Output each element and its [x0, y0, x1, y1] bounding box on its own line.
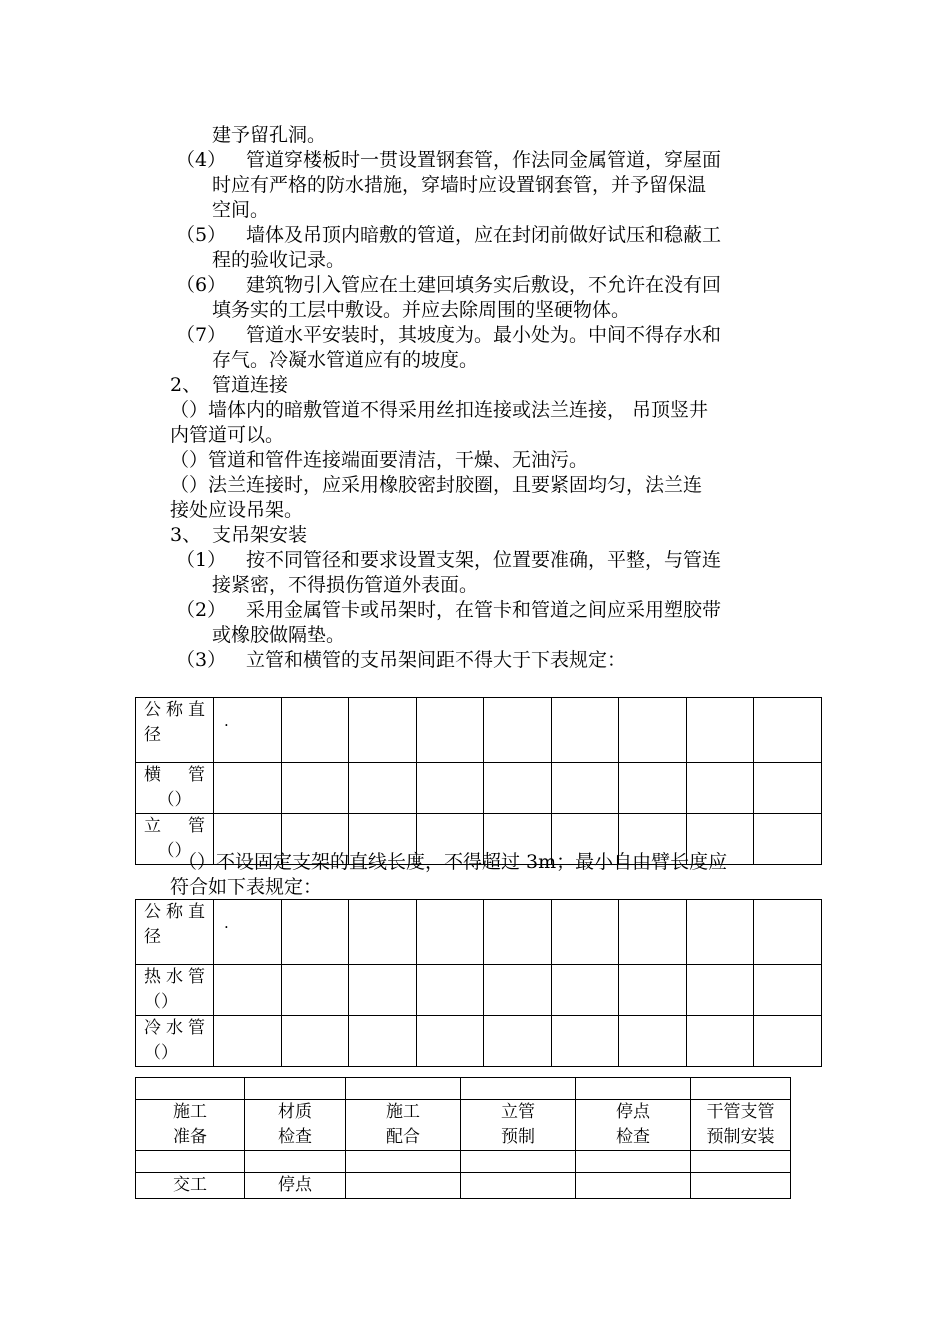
- table-cell: [214, 763, 282, 814]
- item-number: （7）: [176, 324, 227, 346]
- table-cell: [484, 965, 552, 1016]
- table-cell: [551, 1016, 619, 1067]
- table-cell: [619, 900, 687, 965]
- table-cell: [281, 965, 349, 1016]
- line: 存气。冷凝水管道应有的坡度。: [212, 349, 479, 371]
- table-cell: [619, 763, 687, 814]
- table-cell: [346, 1173, 461, 1199]
- table-cell: [484, 698, 552, 763]
- table-cell: [281, 698, 349, 763]
- table-row: [136, 698, 822, 763]
- table-cell: [686, 1016, 754, 1067]
- table-row: [136, 1078, 791, 1100]
- table-cell: [214, 965, 282, 1016]
- table-cell: [576, 1078, 691, 1100]
- support-spacing-table: [135, 697, 822, 865]
- table-cell: [349, 698, 417, 763]
- table-row: [136, 1151, 791, 1173]
- table-cell: [136, 1078, 245, 1100]
- table-cell: [686, 763, 754, 814]
- table-cell: [416, 1016, 484, 1067]
- line-text: 墙体及吊顶内暗敷的管道，应在封闭前做好试压和稳蔽工: [246, 224, 722, 246]
- table-cell: [551, 763, 619, 814]
- flow-step-cell: 施工 配合: [346, 1100, 461, 1151]
- flow-step-cell: 立管 预制: [461, 1100, 576, 1151]
- table-cell: [691, 1151, 791, 1173]
- table-cell: [349, 965, 417, 1016]
- process-flow-table: [135, 1077, 791, 1199]
- table-row: [136, 1016, 822, 1067]
- line: 内管道可以。: [170, 424, 285, 446]
- line: 空间。: [212, 199, 270, 221]
- table-cell: [551, 900, 619, 965]
- line: （）管道和管件连接端面要清洁，干燥、无油污。: [170, 449, 589, 471]
- line-text: 采用金属管卡或吊架时，在管卡和管道之间应采用塑胶带: [246, 599, 722, 621]
- row-header: 立 管 （）: [136, 814, 214, 865]
- table-cell: [754, 698, 822, 763]
- table-cell: [686, 965, 754, 1016]
- line: （）不设固定支架的直线长度，不得超过 3m；最小自由臂长度应: [178, 851, 728, 873]
- line-text: 立管和横管的支吊架间距不得大于下表规定：: [246, 649, 627, 671]
- table-row: [136, 965, 822, 1016]
- table-cell: [691, 1078, 791, 1100]
- table-cell: .: [214, 698, 282, 763]
- table-cell: [416, 763, 484, 814]
- table-cell: [281, 900, 349, 965]
- table-cell: [416, 698, 484, 763]
- table-cell: [349, 1016, 417, 1067]
- table-cell: [484, 1016, 552, 1067]
- table-cell: [686, 900, 754, 965]
- line: [176, 223, 721, 248]
- table-cell: [691, 1173, 791, 1199]
- section-number: 3、: [170, 524, 202, 546]
- line: [176, 323, 721, 348]
- line: [176, 648, 626, 673]
- row-header: 冷水管 （）: [136, 1016, 214, 1067]
- line: 接处应设吊架。: [170, 499, 304, 521]
- table-cell: [346, 1151, 461, 1173]
- table-cell: [416, 900, 484, 965]
- table-cell: [245, 1078, 346, 1100]
- line: 建予留孔洞。: [212, 124, 327, 146]
- line-text: 按不同管径和要求设置支架，位置要准确，平整，与管连: [246, 549, 722, 571]
- table-cell: [754, 900, 822, 965]
- table-cell: [619, 1016, 687, 1067]
- table-cell: [349, 763, 417, 814]
- table-cell: [551, 698, 619, 763]
- table-cell: [136, 1151, 245, 1173]
- section-title: 支吊架安装: [212, 524, 308, 546]
- line: [176, 273, 721, 298]
- row-header: 热水管 （）: [136, 965, 214, 1016]
- item-number: （3）: [176, 649, 227, 671]
- line: 程的验收记录。: [212, 249, 346, 271]
- table-cell: [551, 965, 619, 1016]
- section-heading: [170, 373, 288, 398]
- table-cell: [461, 1151, 576, 1173]
- flow-step-cell: 交工: [136, 1173, 245, 1199]
- section-title: 管道连接: [212, 374, 289, 396]
- table-cell: [754, 1016, 822, 1067]
- flow-step-cell: 施工 准备: [136, 1100, 245, 1151]
- line-text: 管道水平安装时，其坡度为。最小处为。中间不得存水和: [246, 324, 722, 346]
- table-cell: [754, 965, 822, 1016]
- line: [176, 548, 721, 573]
- flow-step-cell: 材质 检查: [245, 1100, 346, 1151]
- line: 符合如下表规定：: [170, 876, 323, 898]
- line-text: 管道穿楼板时一贯设置钢套管，作法同金属管道，穿屋面: [246, 149, 722, 171]
- line-text: 建筑物引入管应在土建回填务实后敷设，不允许在没有回: [246, 274, 722, 296]
- table-cell: [245, 1151, 346, 1173]
- line: （）法兰连接时，应采用橡胶密封胶圈，且要紧固均匀，法兰连: [170, 474, 703, 496]
- table-row: [136, 763, 822, 814]
- table-cell: [576, 1151, 691, 1173]
- item-number: （6）: [176, 274, 227, 296]
- line: 填务实的工层中敷设。并应去除周围的坚硬物体。: [212, 299, 631, 321]
- line: （）墙体内的暗敷管道不得采用丝扣连接或法兰连接， 吊顶竖井: [170, 399, 709, 421]
- row-header: 横 管 （）: [136, 763, 214, 814]
- row-header: 公称直 径: [136, 900, 214, 965]
- table-cell: [754, 763, 822, 814]
- table-cell: [754, 814, 822, 865]
- line: [176, 148, 721, 173]
- flow-step-cell: 干管支管 预制安装: [691, 1100, 791, 1151]
- table-cell: [416, 965, 484, 1016]
- line: 时应有严格的防水措施，穿墙时应设置钢套管，并予留保温: [212, 174, 707, 196]
- table-cell: [484, 763, 552, 814]
- table-cell: [346, 1078, 461, 1100]
- item-number: （2）: [176, 599, 227, 621]
- table-cell: [281, 1016, 349, 1067]
- row-header: 公称直 径: [136, 698, 214, 763]
- table-cell: [484, 900, 552, 965]
- line: 或橡胶做隔垫。: [212, 624, 346, 646]
- table-cell: [461, 1173, 576, 1199]
- line: [176, 598, 721, 623]
- table-row: [136, 1100, 791, 1151]
- table-cell: [576, 1173, 691, 1199]
- section-heading: [170, 523, 307, 548]
- flow-step-cell: 停点 检查: [576, 1100, 691, 1151]
- section-number: 2、: [170, 374, 202, 396]
- table-cell: .: [214, 900, 282, 965]
- item-number: （5）: [176, 224, 227, 246]
- table-cell: [349, 900, 417, 965]
- flow-step-cell: 停点: [245, 1173, 346, 1199]
- table-cell: [619, 965, 687, 1016]
- table-cell: [686, 698, 754, 763]
- table-cell: [214, 1016, 282, 1067]
- table-cell: [461, 1078, 576, 1100]
- line: 接紧密，不得损伤管道外表面。: [212, 574, 479, 596]
- item-number: （1）: [176, 549, 227, 571]
- table-cell: [619, 698, 687, 763]
- table-row: [136, 1173, 791, 1199]
- table-row: [136, 900, 822, 965]
- table-cell: [281, 763, 349, 814]
- free-arm-length-table: [135, 899, 822, 1067]
- item-number: （4）: [176, 149, 227, 171]
